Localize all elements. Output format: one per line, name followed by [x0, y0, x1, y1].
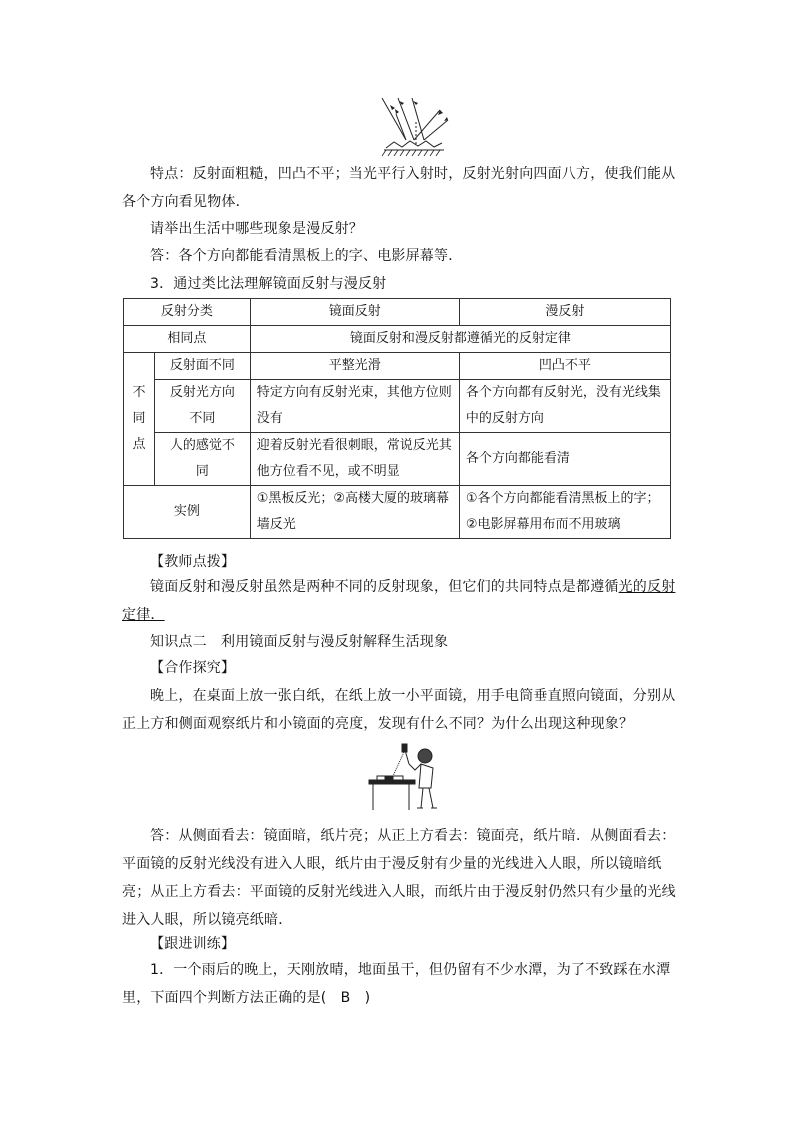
table-header-cell: 镜面反射 [250, 299, 459, 326]
feature-paragraph: 特点：反射面粗糙，凹凸不平；当光平行入射时，反射光射向四面八方，使我们能从各个方向看见物体． [122, 166, 676, 210]
table-cell: ①各个方向都能看清黑板上的字；②电影屏幕用布而不用玻璃 [459, 486, 670, 539]
table-cell: 不同点 [124, 353, 155, 486]
experiment-answer: 答：从侧面看去：镜面暗，纸片亮；从正上方看去：镜面亮，纸片暗．从侧面看去：平面镜的反射光线没有进入人眼，纸片由于漫反射有少量的光线进入人眼，所以镜暗纸亮；从正上方看去：平面镜的反射光线进入人眼，而纸片由于漫反射仍然只有少量的光线进入人眼，所以镜亮纸暗． [122, 828, 676, 928]
teacher-heading: 【教师点拨】 [150, 554, 236, 570]
table-cell: 实例 [124, 486, 251, 539]
teacher-paragraph [122, 573, 678, 629]
table-row [124, 299, 671, 326]
table-row [124, 486, 671, 539]
table-cell: ①黑板反光；②高楼大厦的玻璃幕墙反光 [250, 486, 459, 539]
table-header-cell: 反射分类 [124, 299, 251, 326]
table-cell: 各个方向都能看清 [459, 433, 670, 486]
table-header-cell: 漫反射 [459, 299, 670, 326]
table-cell: 人的感觉不同 [154, 433, 250, 486]
diffuse-reflection-diagram [368, 96, 458, 158]
table-row [124, 433, 671, 486]
coop-heading: 【合作探究】 [150, 660, 236, 676]
table-cell: 特定方向有反射光束，其他方位则没有 [250, 380, 459, 433]
teacher-text: 镜面反射和漫反射虽然是两种不同的反射现象，但它们的共同特点是都遵循 [150, 579, 619, 595]
table-cell: 凹凸不平 [459, 353, 670, 380]
flashlight-experiment-illustration [365, 740, 455, 812]
table-cell: 各个方向都有反射光，没有光线集中的反射方向 [459, 380, 670, 433]
table-cell: 反射面不同 [154, 353, 250, 380]
table-cell: 反射光方向不同 [154, 380, 250, 433]
table-row [124, 326, 671, 353]
practice-heading: 【跟进训练】 [150, 936, 236, 952]
knowledge-point-heading: 知识点二 利用镜面反射与漫反射解释生活现象 [150, 634, 449, 650]
practice-question-1: 1．一个雨后的晚上，天刚放晴，地面虽干，但仍留有不少水潭，为了不致踩在水潭里，下面四个判断方法正确的是( B ) [122, 962, 671, 1006]
answer-text: 答：各个方向都能看清黑板上的字、电影屏幕等． [150, 248, 463, 264]
teacher-text-underlined: 光的反射定律． [122, 579, 676, 623]
question-text: 请举出生活中哪些现象是漫反射？ [150, 221, 363, 237]
table-row [124, 380, 671, 433]
experiment-question: 晚上，在桌面上放一张白纸，在纸上放一小平面镜，用手电筒垂直照向镜面，分别从正上方和侧面观察纸片和小镜面的亮度，发现有什么不同？为什么出现这种现象？ [122, 688, 676, 732]
comparison-table [123, 298, 671, 539]
table-cell: 相同点 [124, 326, 251, 353]
table-cell: 平整光滑 [250, 353, 459, 380]
table-cell: 迎着反射光看很刺眼，常说反光其他方位看不见，或不明显 [250, 433, 459, 486]
table-row [124, 353, 671, 380]
section-heading: 3．通过类比法理解镜面反射与漫反射 [150, 276, 387, 292]
table-cell: 镜面反射和漫反射都遵循光的反射定律 [250, 326, 670, 353]
